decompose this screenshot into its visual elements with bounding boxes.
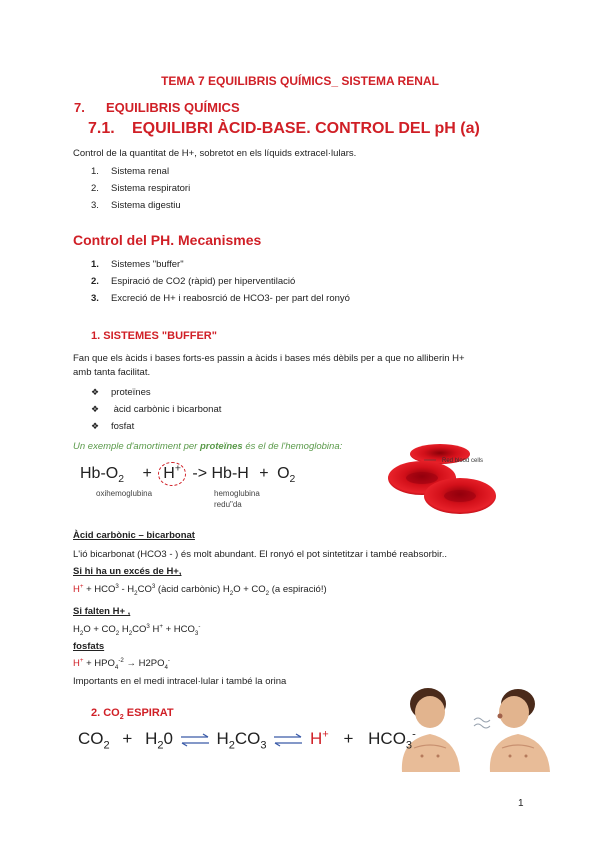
list-item: ❖ fosfat [91, 421, 135, 432]
systems-list [91, 166, 190, 217]
buffer-paragraph: Fan que els àcids i bases forts-es passin a àcids i bases més dèbils per a que no alliberin H+ amb tanta facilitat. [73, 353, 465, 378]
carbonic-heading: Àcid carbònic – bicarbonat [73, 530, 195, 541]
phosphate-heading: fosfats [73, 641, 105, 652]
buffer-list [91, 387, 221, 438]
breathing-boy-icon [390, 682, 560, 772]
mechanisms-list [91, 259, 350, 310]
list-item: 3. Sistema digestiu [91, 200, 181, 211]
list-item: 1. Sistema renal [91, 166, 170, 177]
reduced-label: redu"da [214, 500, 242, 509]
phosphate-equation: $H^+ + HPO_4^{-2} \to H2PO_4^-$ [73, 656, 170, 671]
list-item: 2. Sistema respiratori [91, 183, 191, 194]
excess-equation: $H^+ + HCO^3 - H_2CO^3$ (àcid carbònic) $H_2O + CO_2$ (a espiració!) [73, 582, 327, 597]
cell-label: Red blood cells [442, 458, 484, 464]
section-7-heading [74, 100, 240, 115]
document-title: TEMA 7 EQUILIBRIS QUÍMICS_ SISTEMA RENAL [161, 74, 439, 88]
section-7-1-heading [88, 120, 480, 138]
section-7-1-title: EQUILIBRI ÀCID-BASE. CONTROL DEL pH (a) [132, 120, 480, 137]
control-heading: Control del PH. Mecanismes [73, 232, 262, 248]
oxyhemoglobin-label: oxihemoglubina [96, 489, 153, 498]
section-7-title: EQUILIBRIS QUÍMICS [106, 100, 240, 115]
diamond-bullet-icon: ❖ [91, 387, 100, 397]
red-blood-cells-icon [380, 440, 510, 518]
buffer-heading: 1. SISTEMES "BUFFER" [91, 330, 217, 342]
list-item: ❖ proteïnes [91, 387, 151, 398]
section-7-number: 7. [74, 100, 85, 115]
equilibrium-arrow-icon [180, 733, 210, 747]
list-item: ❖ àcid carbònic i bicarbonat [91, 404, 222, 415]
section-7-1-number: 7.1. [88, 120, 115, 137]
lack-equation: $H_2O + CO_2$ $H_2CO^3$ $H^+ + HCO_3^-$ [73, 622, 201, 637]
list-item: 3. Excreció de H+ i reabosrció de HCO3- per part del ronyó [91, 293, 350, 304]
hemoglobin-example: Un exemple d'amortiment per proteïnes és el de l'hemoglobina: [73, 441, 343, 452]
list-item: 2. Espiració de CO2 (ràpid) per hiperventilació [91, 276, 296, 287]
carbonic-paragraph: L'ió bicarbonat (HCO3 - ) és molt abundant. El ronyó el pot sintetitzar i també reabsorbir.. [73, 549, 448, 560]
excess-heading: Si hi ha un excés de H+, [73, 566, 182, 577]
co2-equation: $CO_2 + H_20$ $H_2CO_3$ $H^+ + HCO_3^-$ [78, 728, 416, 752]
phosphate-note: Importants en el medi intracel·lular i també la orina [73, 676, 287, 687]
lack-heading: Si falten H+ , [73, 606, 131, 617]
list-item: 1. Sistemes "buffer" [91, 259, 184, 270]
equilibrium-arrow-icon [273, 733, 303, 747]
hemoglobin-equation: $Hb-O_2 + H^+ -> Hb-H + O_2$ [80, 463, 296, 486]
co2-heading: 2. $CO_2$ ESPIRAT [91, 707, 174, 722]
intro-paragraph: Control de la quantitat de H+, sobretot en els líquids extracel·lulars. [73, 148, 357, 159]
diamond-bullet-icon: ❖ [91, 404, 100, 414]
hemoglobin-label: hemoglubina [214, 489, 260, 498]
page-number: 1 [518, 798, 524, 809]
circled-proton: H+ [158, 462, 186, 486]
diamond-bullet-icon: ❖ [91, 421, 100, 431]
